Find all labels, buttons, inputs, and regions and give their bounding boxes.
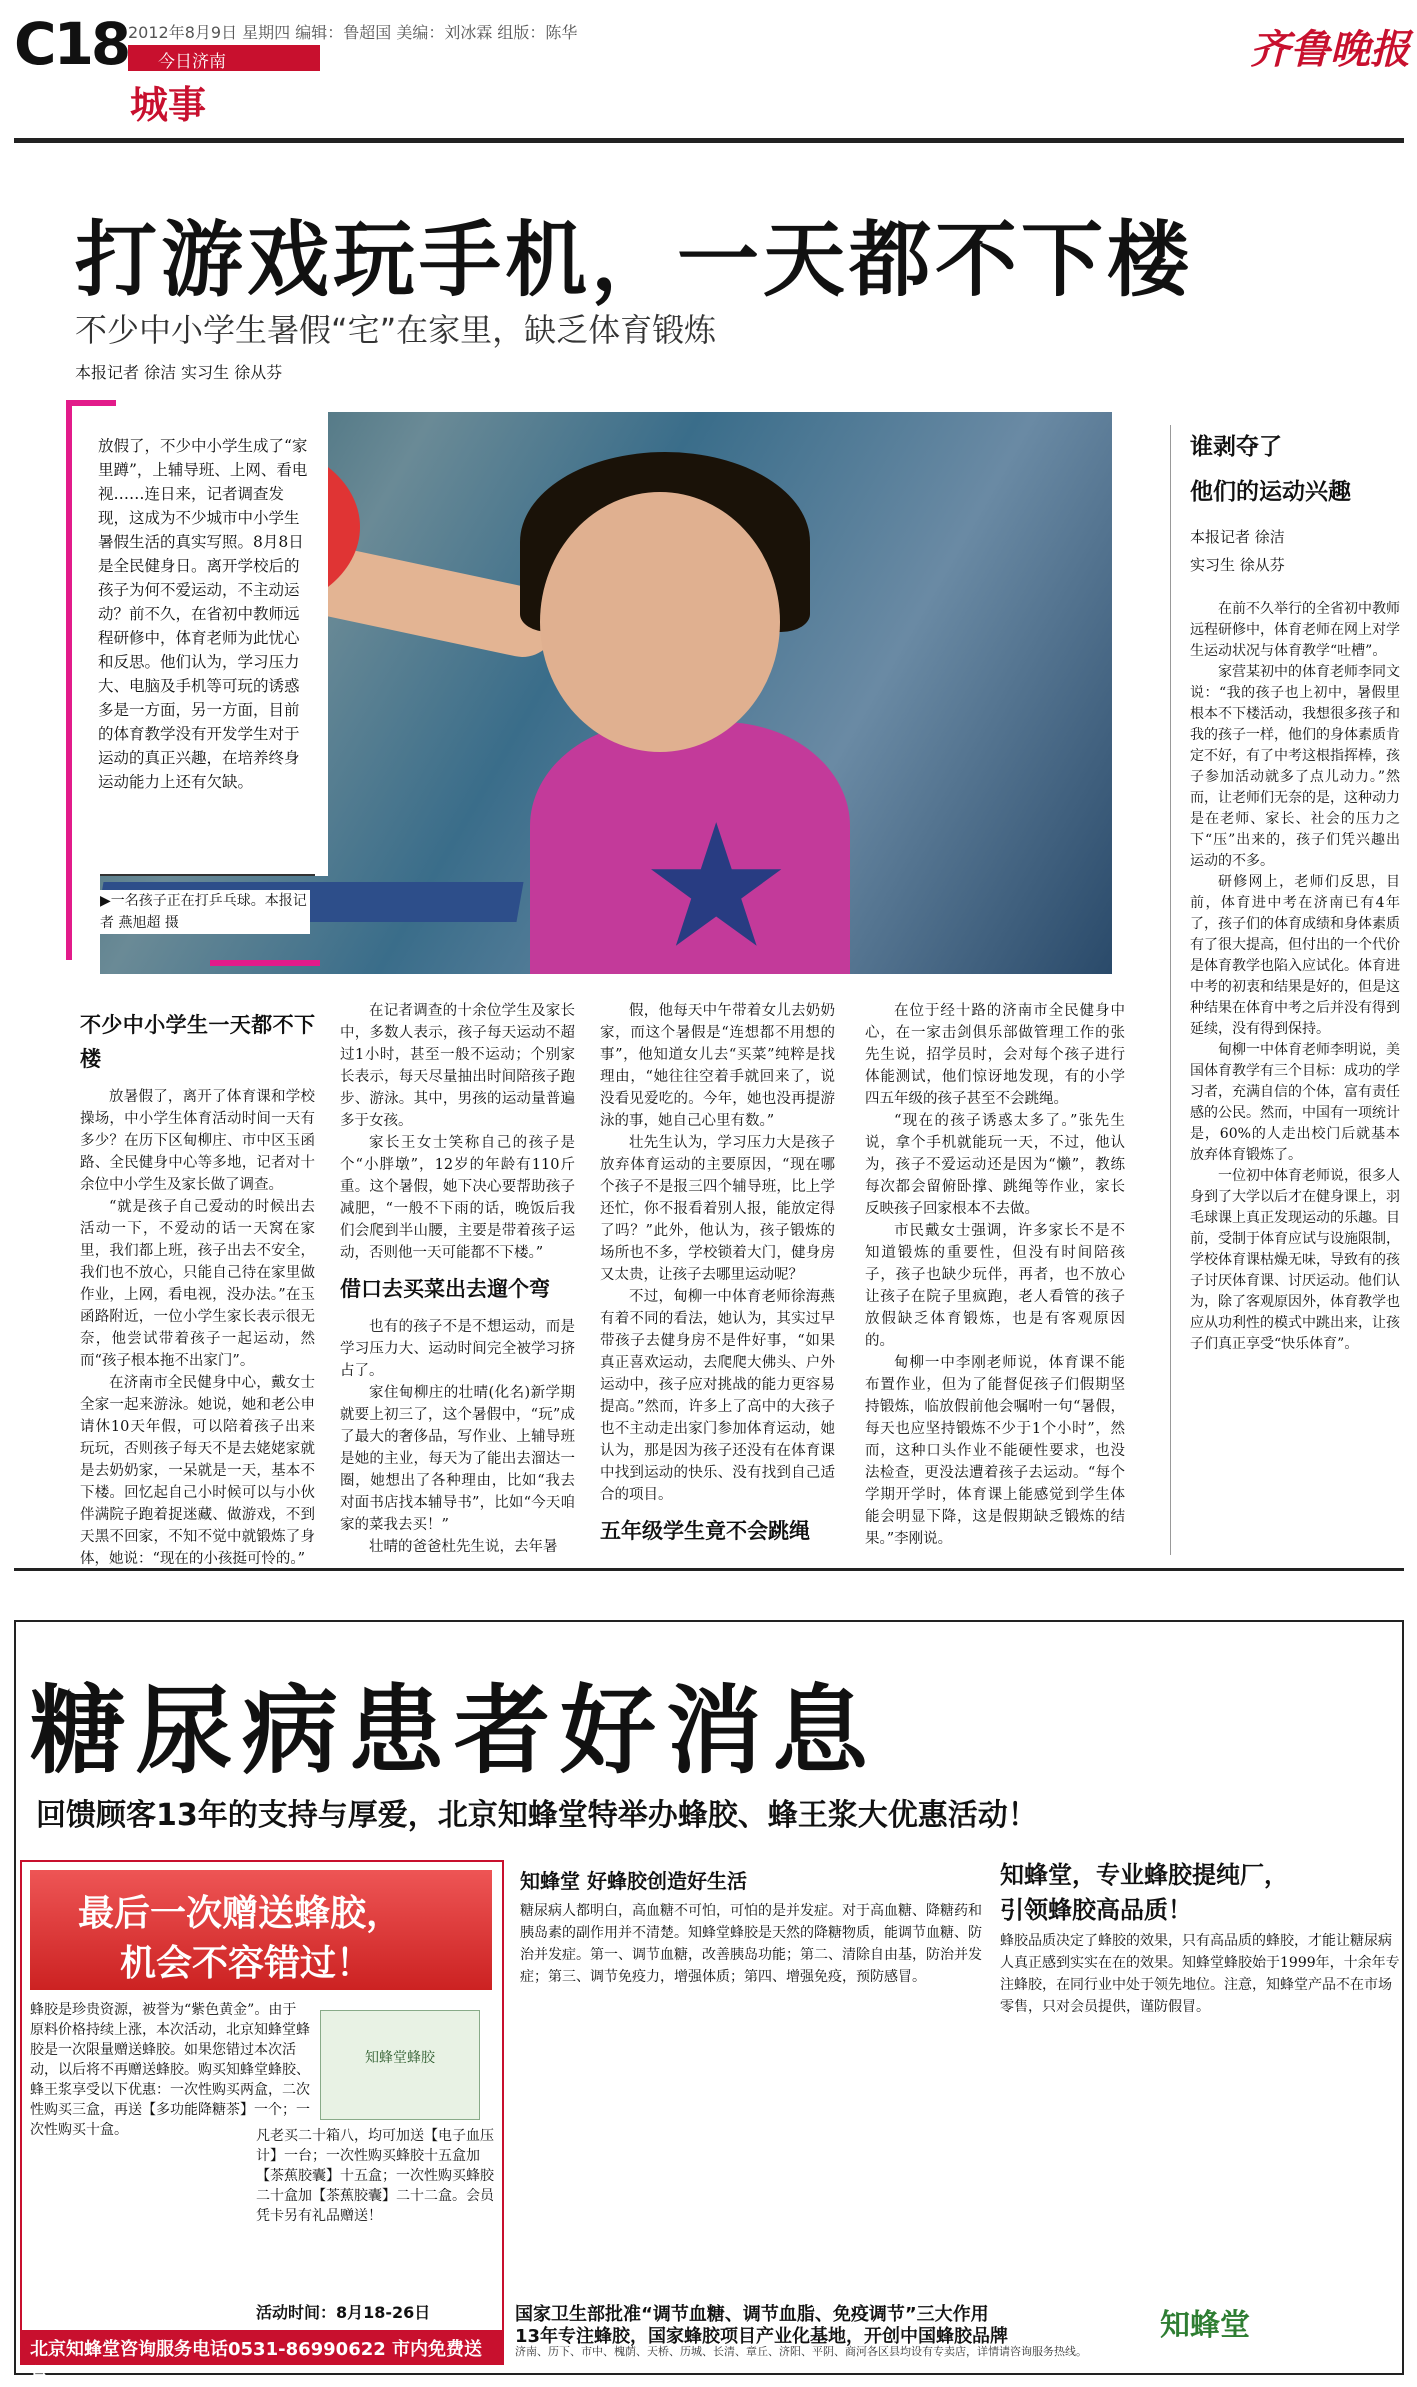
sidebar-byline-1: 本报记者 徐洁 xyxy=(1190,528,1285,546)
photo-star-shape: ★ xyxy=(640,788,793,974)
section-name: 城事 xyxy=(130,83,207,127)
paragraph: 在前不久举行的全省初中教师远程研修中，体育老师在网上对学生运动状况与体育教学“吐槽”。 xyxy=(1190,601,1400,659)
byline: 本报记者 徐洁 实习生 徐从芬 xyxy=(75,363,283,382)
ad-phone-bar: 北京知蜂堂咨询服务电话0531-86990622 市内免费送货 xyxy=(20,2330,504,2364)
page-number: C18 xyxy=(14,10,129,78)
section-head-2: 借口去买菜出去遛个弯 xyxy=(340,1277,550,1301)
section-head-3: 五年级学生竟不会跳绳 xyxy=(600,1519,810,1543)
paragraph: 甸柳一中体育老师李明说，美国体育教学有三个目标：成功的学习者，充满自信的个体，富有责任感的公民。然而，中国有一项统计是，60%的人走出校门后就基本放弃体育锻炼了。 xyxy=(1190,1042,1400,1163)
ad-right-headline-2: 引领蜂胶高品质！ xyxy=(1000,1896,1192,1924)
section-label: 今日济南 xyxy=(128,45,320,71)
article-column-1 xyxy=(80,1000,315,1570)
photo-caption: ▶一名孩子正在打乒乓球。本报记者 燕旭超 摄 xyxy=(100,890,310,934)
caption-accent xyxy=(210,960,320,966)
paragraph: 在位于经十路的济南市全民健身中心，在一家击剑俱乐部做管理工作的张先生说，招学员时，会对每个孩子进行体能测试，他们惊讶地发现，有的小学四五年级的孩子甚至不会跳绳。 xyxy=(865,1003,1125,1107)
ad-right-text: 蜂胶品质决定了蜂胶的效果，只有高品质的蜂胶，才能让糖尿病人真正感到实实在在的效果。知蜂堂蜂胶始于1999年，十余年专注蜂胶，在同行业中处于领先地位。注意，知蜂堂产品不在市场零售，只对会员提供，谨防假冒。 xyxy=(1000,1933,1400,2015)
sidebar-byline-2: 实习生 徐从芬 xyxy=(1190,556,1285,574)
paragraph: 假，他每天中午带着女儿去奶奶家，而这个暑假是“连想都不用想的事”，他知道女儿去“买菜”纯粹是找理由，“她往往空着手就回来了，说没看见爱吃的。今年，她也没再提游泳的事，她自己心里有数。” xyxy=(600,1003,835,1129)
article-bottom-rule xyxy=(14,1568,1404,1571)
paragraph: 壮先生认为，学习压力大是孩子放弃体育运动的主要原因，“现在哪个孩子不是报三四个辅导班，比上学还忙，你不报看着别人报，能放定得了吗？”此外，他认为，孩子锻炼的场所也不多，学校锁着大门，健身房又太贵，让孩子去哪里运动呢？ xyxy=(600,1135,835,1283)
ad-middle-headline: 知蜂堂 好蜂胶创造好生活 xyxy=(520,1869,747,1893)
ad-left-headline-1: 最后一次赠送蜂胶， xyxy=(78,1893,403,1934)
paragraph: 不过，甸柳一中体育老师徐海燕有着不同的看法，她认为，其实过早带孩子去健身房不是件好事，“如果真正喜欢运动，去爬爬大佛头、户外运动中，孩子应对挑战的能力更容易提高。”然而，许多上了高中的大孩子也不主动走出家门参加体育运动，她认为，那是因为孩子还没有在体育课中找到运动的快乐、没有找到自己适合的项目。 xyxy=(600,1289,835,1503)
paragraph: 在记者调查的十余位学生及家长中，多数人表示，孩子每天运动不超过1小时，甚至一般不运动；个别家长表示，每天尽量抽出时间陪孩子跑步、游泳。其中，男孩的运动量普遍多于女孩。 xyxy=(340,1003,575,1129)
product-image: 知蜂堂蜂胶 xyxy=(320,2010,480,2120)
ad-store-addresses: 济南、历下、市中、槐荫、天桥、历城、长清、章丘、济阳、平阴、商河各区县均设有专卖店，详情请咨询服务热线。 xyxy=(515,2345,1087,2358)
article-column-2 xyxy=(340,1000,575,1558)
paragraph: 市民戴女士强调，许多家长不是不知道锻炼的重要性，但没有时间陪孩子，孩子也缺少玩伴，再者，也不放心让孩子在院子里疯跑，老人看管的孩子放假缺乏体育锻炼，也是有客观原因的。 xyxy=(865,1223,1125,1349)
sidebar-title-line1: 谁剥夺了 xyxy=(1190,434,1282,460)
paragraph: 也有的孩子不是不想运动，而是学习压力大、运动时间完全被学习挤占了。 xyxy=(340,1319,575,1379)
paragraph: 壮晴的爸爸杜先生说，去年暑 xyxy=(369,1539,558,1555)
ad-footer-line1: 国家卫生部批准“调节血糖、调节血脂、免疫调节”三大作用 xyxy=(515,2304,989,2325)
section-head-1: 不少中小学生一天都不下楼 xyxy=(80,1013,315,1071)
lead-paragraph: 放假了，不少中小学生成了“家里蹲”，上辅导班、上网、看电视……连日来，记者调查发现，这成为不少城市中小学生暑假生活的真实写照。8月8日是全民健身日。离开学校后的孩子为何不爱运动，不主动运动？前不久，在省初中教师远程研修中，体育老师为此忧心和反思。他们认为，学习压力大、电脑及手机等可玩的诱惑多是一方面，另一方面，目前的体育教学没有开发学生对于运动的真正兴趣，在培养终身运动能力上还有欠缺。 xyxy=(78,412,328,876)
ad-left-text: 蜂胶是珍贵资源，被誉为“紫色黄金”。由于原料价格持续上涨，本次活动，北京知蜂堂蜂胶是一次限量赠送蜂胶。如果您错过本次活动，以后将不再赠送蜂胶。购买知蜂堂蜂胶、蜂王浆享受以下优惠：一次性购买两盒，二次性购买三盒，再送【多功能降糖茶】一个；一次性购买十盒。 xyxy=(30,2002,310,2138)
sidebar-title xyxy=(1190,425,1400,515)
paragraph: 在济南市全民健身中心，戴女士全家一起来游泳。她说，她和老公申请休10天年假，可以陪着孩子出来玩玩，否则孩子每天不是去姥姥家就是去奶奶家，一呆就是一天，基本不下楼。回忆起自己小时候可以与小伙伴满院子跑着捉迷藏、做游戏，不到天黑不回家，不知不觉中就锻炼了身体，她说：“现在的小孩挺可怜的。” xyxy=(80,1375,315,1567)
ad-brand-logo: 知蜂堂 xyxy=(1160,2308,1250,2343)
paragraph: 放暑假了，离开了体育课和学校操场，中小学生体育活动时间一天有多少？在历下区甸柳庄、市中区玉函路、全民健身中心等多地，记者对十余位中小学生及家长做了调查。 xyxy=(80,1089,315,1193)
paragraph: 研修网上，老师们反思，目前，体育进中考在济南已有4年了，孩子们的体育成绩和身体素质有了很大提高，但付出的一个代价是体育教学也陷入应试化。体育进中考的初衷和结果是好的，但是这种结果在体育中考之后并没有得到延续，没有得到保持。 xyxy=(1190,874,1400,1037)
ad-title: 糖尿病患者好消息 xyxy=(30,1674,878,1787)
ad-middle-text: 糖尿病人都明白，高血糖不可怕，可怕的是并发症。对于高血糖、降糖药和胰岛素的副作用并不清楚。知蜂堂蜂胶是天然的降糖物质，能调节血糖、防治并发症。第一、调节血糖，改善胰岛功能；第二、清除自由基，防治并发症；第三、调节免疫力，增强体质；第四、增强免疫，预防感冒。 xyxy=(520,1903,982,1985)
photo-girl-face xyxy=(540,492,780,752)
sidebar-text xyxy=(1190,599,1400,1355)
paragraph: “就是孩子自己爱动的时候出去活动一下，不爱动的话一天窝在家里，我们都上班，孩子出去不安全，我们也不放心，只能自己待在家里做作业，上网，看电视，没办法。”在玉函路附近，一位小学生家长表示很无奈，他尝试带着孩子一起运动，然而“孩子根本拖不出家门”。 xyxy=(80,1199,315,1369)
paragraph: 家长王女士笑称自己的孩子是个“小胖墩”，12岁的年龄有110斤重。这个暑假，她下决心要帮助孩子减肥，“一般不下雨的话，晚饭后我们会爬到半山腰，主要是带着孩子运动，否则他一天可能都不下楼。” xyxy=(340,1135,575,1261)
paragraph: 家住甸柳庄的壮晴(化名)新学期就要上初三了，这个暑假中，“玩”成了最大的奢侈品，写作业、上辅导班是她的主业，每天为了能出去溜达一圈，她想出了各种理由，比如“我去对面书店找本辅导书”，比如“今天咱家的菜我去买！” xyxy=(340,1385,575,1533)
lead-accent-bar xyxy=(66,400,72,960)
paragraph: 甸柳一中李刚老师说，体育课不能布置作业，但为了能督促孩子们假期坚持锻炼，临放假前他会嘱咐一句“暑假，每天也应坚持锻炼不少于1个小时”，然而，这种口头作业不能硬性要求，也没法检查，更没法遭着孩子去运动。“每个学期开学时，体育课上能感觉到学生体能会明显下降，这是假期缺乏锻炼的结果。”李刚说。 xyxy=(865,1355,1125,1547)
top-rule xyxy=(14,138,1404,143)
sidebar-rule xyxy=(1170,425,1171,1555)
article-column-4 xyxy=(865,1000,1125,1550)
headline: 打游戏玩手机，一天都不下楼 xyxy=(75,213,1194,308)
article-column-3 xyxy=(600,1000,835,1558)
ad-event-time: 活动时间：8月18-26日 xyxy=(256,2303,431,2322)
newspaper-logo: 齐鲁晚报 xyxy=(1250,26,1410,73)
caption-rule xyxy=(100,874,315,876)
sidebar-title-line2: 他们的运动兴趣 xyxy=(1190,479,1351,505)
paragraph: 家营某初中的体育老师李同文说：“我的孩子也上初中，暑假里根本不下楼活动，我想很多孩子和我的孩子一样，他们的身体素质肯定不好，有了中考这根指挥棒，孩子参加活动就多了点儿动力。”然而，让老师们无奈的是，这种动力是在老师、家长、社会的压力之下“压”出来的，孩子们凭兴趣出运动的不多。 xyxy=(1190,664,1400,869)
lead-accent-top xyxy=(66,400,116,406)
ad-left-headline-2: 机会不容错过！ xyxy=(120,1943,373,1984)
ad-subtitle: 回馈顾客13年的支持与厚爱，北京知蜂堂特举办蜂胶、蜂王浆大优惠活动！ xyxy=(36,1798,1038,1833)
sidebar xyxy=(1190,425,1400,1355)
ad-right-headline-1: 知蜂堂，专业蜂胶提纯厂， xyxy=(1000,1861,1288,1889)
ad-offer: 凡老买二十箱八，均可加送【电子血压计】一台；一次性购买蜂胶十五盒加【茶蕉胶囊】十五盒；一次性购买蜂胶二十盒加【茶蕉胶囊】二十二盒。会员凭卡另有礼品赠送！ xyxy=(256,2128,494,2224)
paragraph: “现在的孩子诱惑太多了。”张先生说，拿个手机就能玩一天，不过，他认为，孩子不爱运动还是因为“懒”，教练每次都会留俯卧撑、跳绳等作业，家长反映孩子回家根本不去做。 xyxy=(865,1113,1125,1217)
ad-footer-line2: 13年专注蜂胶，国家蜂胶项目产业化基地，开创中国蜂胶品牌 xyxy=(515,2326,1009,2347)
subheadline: 不少中小学生暑假“宅”在家里，缺乏体育锻炼 xyxy=(75,311,717,349)
sidebar-byline xyxy=(1190,523,1400,579)
page-meta: 2012年8月9日 星期四 编辑：鲁超国 美编：刘冰霖 组版：陈华 xyxy=(128,23,578,42)
paragraph: 一位初中体育老师说，很多人身到了大学以后才在健身课上，羽毛球课上真正发现运动的乐趣。目前，受制于体育应试与设施限制，学校体育课枯燥无味，导致有的孩子讨厌体育课、讨厌运动。他们认为，除了客观原因外，体育教学也应从功利性的模式中跳出来，让孩子们真正享受“快乐体育”。 xyxy=(1190,1168,1400,1352)
